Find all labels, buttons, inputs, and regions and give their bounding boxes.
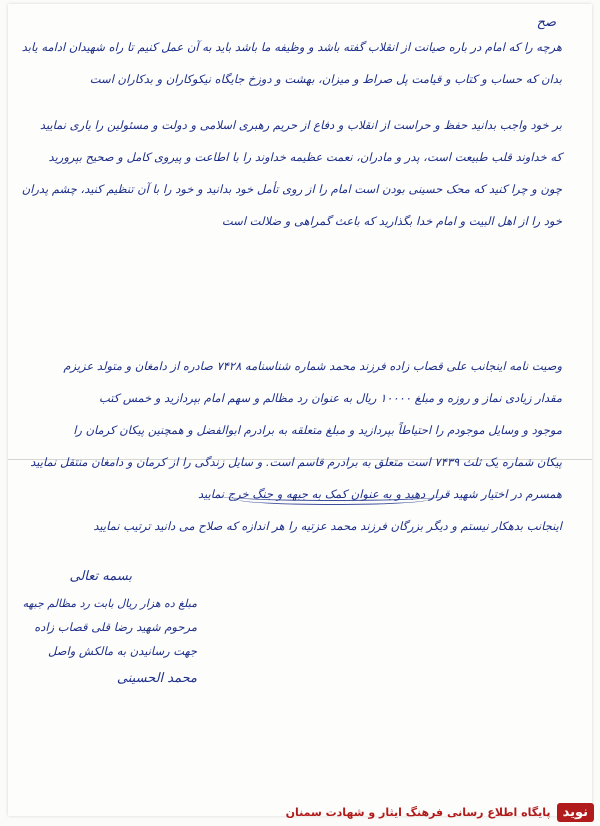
note-line: جهت رسانیدن به مالکش واصل — [48, 644, 197, 658]
navid-logo: نوید — [557, 803, 594, 822]
text-line: وصیت نامه اینجانب علی قصاب زاده فرزند محمد شماره شناسنامه ۷۴۲۸ صادره از دامغان و متولد عزیزم — [63, 359, 562, 373]
text-line: هرچه را که امام در باره صیانت از انقلاب گفته باشد و وظیفه ما باشد باید به آن عمل کنیم تا راه شهیدان ادامه یابد — [21, 40, 562, 54]
text-line: بر خود واجب بدانید حفظ و حراست از انقلاب و دفاع از حریم رهبری اسلامی و دولت و مسئولین را یاری نمایید — [39, 118, 562, 132]
text-line: بدان که حساب و کتاب و قیامت پل صراط و میزان، بهشت و دوزخ جایگاه نیکوکاران و بدکاران است — [89, 72, 562, 86]
text-line: پیکان شماره یک ثلث ۷۴۳۹ است متعلق به برادرم قاسم است. و سایل زندگی را از کرمان و دامغان منتقل نمایید — [30, 455, 562, 469]
text-line: خود را از اهل البیت و امام خدا بگذارید که باعث گمراهی و ضلالت است — [221, 214, 562, 228]
site-watermark — [286, 800, 594, 824]
letter-sheet — [8, 4, 592, 816]
signature-line: محمد الحسینی — [116, 671, 197, 686]
text-line: مقدار زیادی نماز و روزه و مبلغ ۱۰۰۰۰ ریال به عنوان رد مظالم و سهم امام بپردازید و خمس کتب — [98, 391, 562, 405]
text-line: همسرم در اختیار شهید قرار دهید و به عنوان کمک به جبهه و جنگ خرج نمایید — [198, 487, 562, 501]
strikethrough-scribble — [238, 494, 428, 505]
text-line: اینجانب بدهکار نیستم و دیگر بزرگان فرزند محمد عزتیه را هر اندازه که صلاح می دانید ترتیب نمایید — [93, 519, 562, 533]
note-line: مبلغ ده هزار ریال بابت رد مظالم جبهه — [22, 597, 197, 610]
corner-mark: صح — [536, 15, 556, 30]
note-line: مرحوم شهید رضا قلی قصاب زاده — [34, 620, 197, 634]
text-line: چون و چرا کنید که محک حسینی بودن است امام را از روی تأمل خود بدانید و خود را با آن تنظیم کنید، چشم پدران — [21, 182, 562, 196]
blessing-heading: بسمه تعالی — [69, 569, 132, 584]
text-line: که خداوند قلب طبیعت است، پدر و مادران، نعمت عظیمه خداوند را با اطاعت و پیروی کامل و صحیح بپرورید — [48, 150, 562, 164]
watermark-caption: پایگاه اطلاع رسانی فرهنگ ایثار و شهادت سمنان — [285, 805, 551, 819]
text-line: موجود و وسایل موجودم را احتیاطاً بپردازید و مبلغ متعلقه به برادرم ابوالفضل و همچنین پیکان کرمان را — [73, 423, 562, 437]
